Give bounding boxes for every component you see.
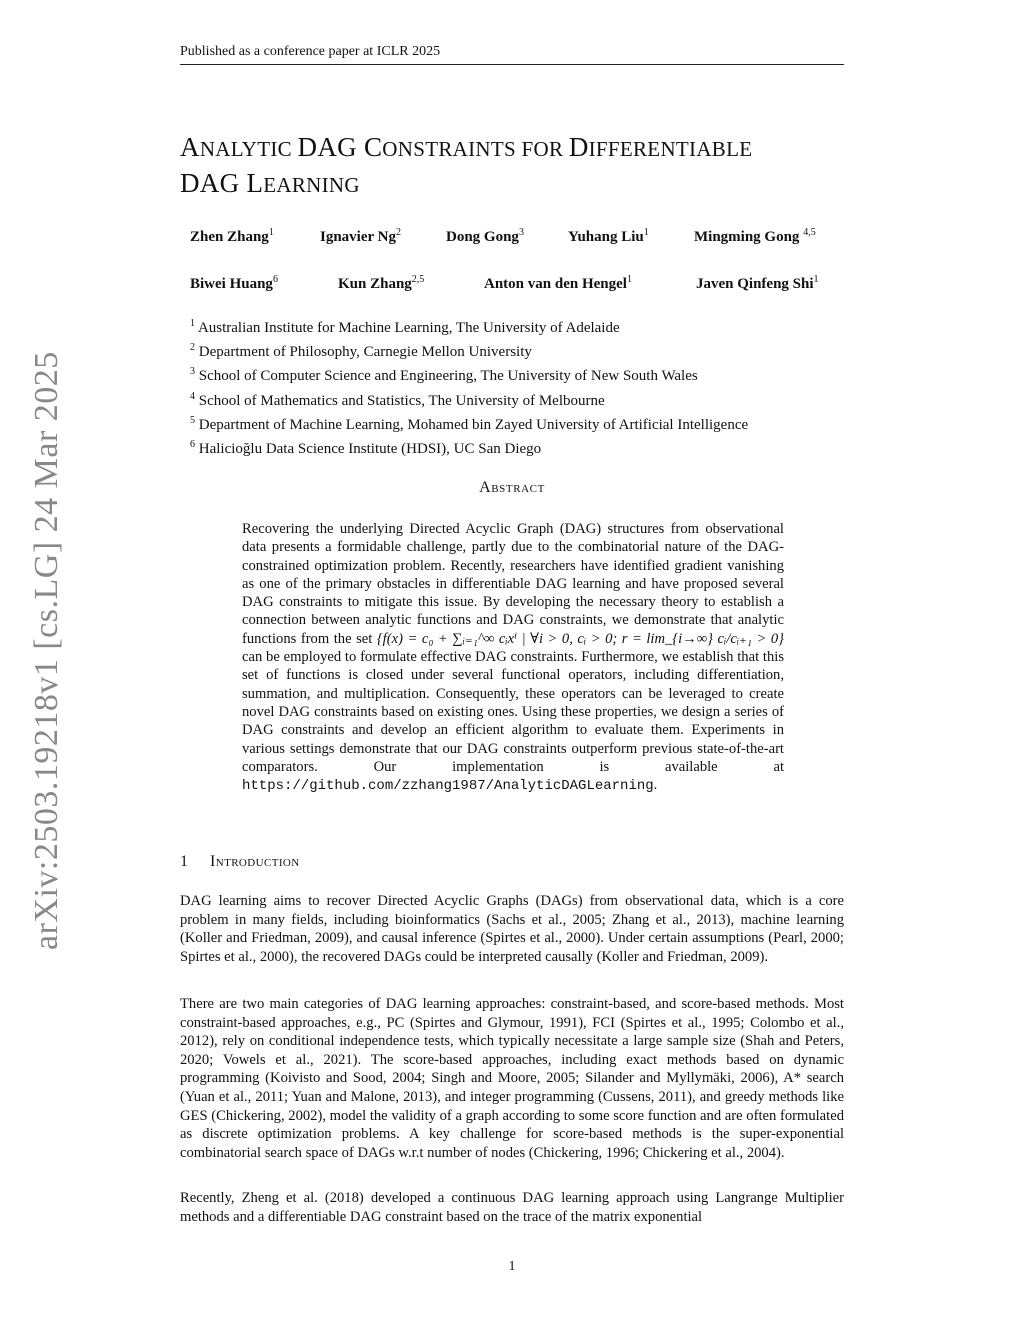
title-part: DAG L [180, 168, 264, 198]
paragraph: Recently, Zheng et al. (2018) developed a continuous DAG learning approach using Langrange Multiplier methods and a differentiable DAG constraint based on the trace of the matrix exponential [180, 1190, 844, 1225]
author: Zhen Zhang$^1$ [190, 227, 274, 245]
abstract-heading: Abstract [479, 479, 545, 496]
affiliation-item: $^6$ Halicioğlu Data Science Institute (HDSI), UC San Diego [190, 439, 542, 458]
title-part: A [180, 132, 200, 162]
affiliation-item: $^1$ Australian Institute for Machine Learning, The University of Adelaide [190, 318, 620, 336]
abstract-body: Recovering the underlying Directed Acyclic Graph (DAG) structures from observational data presents a formidable challenge, partly due to the combinatorial nature of the DAG-constrained optimization problem. Recently, researchers have identified gradient vanishing as one of the primary obstacles in differentiable DAG learning and have proposed several DAG constraints to mitigate this issue. By developing the necessary theory to establish a connection between analytic functions and DAG constraints, we demonstrate that analytic functions from the set {f(x) = c₀ + ∑ᵢ₌₁^∞ cᵢxⁱ | ∀i > 0, cᵢ > 0; r = lim_{i→∞} cᵢ/cᵢ₊₁ > 0} can be employed to formulate effective DAG constraints. Furthermore, we establish that this set of functions is closed under several functional operators, including differentiation, summation, and multiplication. Consequently, these operators can be leveraged to create novel DAG constraints based on existing ones. Using these properties, we design a series of DAG constraints and develop an efficient algorithm to evaluate them. Experiments in various settings demonstrate that our DAG constraints outperform previous state-of-the-art comparators. Our implementation is available at https://github.com/zzhang1987/AnalyticDAGLearning. [242, 521, 784, 795]
running-header: Published as a conference paper at ICLR 2025 [180, 44, 844, 65]
title-part: ONSTRAINTS FOR [382, 137, 569, 161]
affiliations [190, 314, 850, 459]
title-part: EARNING [263, 173, 360, 197]
author: Yuhang Liu$^1$ [568, 227, 649, 245]
affiliation-item: $^4$ School of Mathematics and Statistics, The University of Melbourne [190, 390, 605, 409]
title-part: DAG C [297, 132, 383, 162]
title-part: NALYTIC [199, 137, 298, 161]
section-number: 1 [180, 853, 189, 870]
arxiv-stamp [22, 350, 72, 950]
paragraph: DAG learning aims to recover Directed Acyclic Graphs (DAGs) from observational data, which is a core problem in many fields, including bioinformatics (Sachs et al., 2005; Zhang et al., 2013), machine learning (Koller and Friedman, 2009), and causal inference (Spirtes et al., 2000). Under certain assumptions (Pearl, 2000; Spirtes et al., 2000), the recovered DAGs could be interpreted causally (Koller and Friedman, 2009). [180, 893, 844, 965]
title-part: IFFERENTIABLE [588, 137, 753, 161]
author: Mingming Gong $^{4,5}$ [694, 227, 816, 245]
page-number: 1 [508, 1259, 516, 1274]
title-line-1 [180, 130, 850, 166]
title-line-2 [180, 166, 850, 202]
code-link[interactable]: https://github.com/zzhang1987/AnalyticDAGLearning [242, 778, 654, 795]
author: Dong Gong$^3$ [446, 227, 524, 245]
affiliation-item: $^5$ Department of Machine Learning, Mohamed bin Zayed University of Artificial Intelligence [190, 414, 749, 433]
author: Kun Zhang$^{2,5}$ [338, 274, 425, 292]
author: Javen Qinfeng Shi$^1$ [696, 274, 819, 292]
title-part: D [568, 132, 589, 162]
section-heading [180, 853, 300, 871]
arxiv-stamp-text: arXiv:2503.19218v1 [cs.LG] 24 Mar 2025 [28, 351, 65, 950]
abstract-text: can be employed to formulate effective DAG constraints. Furthermore, we establish that this set of functions is closed under several functional operators, including differentiation, summation, and multiplication. Consequently, these operators can be leveraged to create novel DAG constraints based on existing ones. Using these properties, we design a series of DAG constraints and develop an efficient algorithm to evaluate them. Experiments in various settings demonstrate that our DAG constraints outperform previous state-of-the-art comparators. Our implementation is available at [242, 649, 784, 775]
section-title: Introduction [210, 853, 300, 870]
affiliation-item: $^2$ Department of Philosophy, Carnegie Mellon University [190, 342, 532, 361]
author: Biwei Huang$^6$ [190, 274, 278, 292]
author: Anton van den Hengel$^1$ [484, 274, 632, 292]
paper-title [180, 130, 850, 202]
paragraph: There are two main categories of DAG learning approaches: constraint-based, and score-based methods. Most constraint-based approaches, e.g., PC (Spirtes and Glymour, 1991), FCI (Spirtes et al., 1995; Colombo et al., 2012), rely on conditional independence tests, which typically necessitate a large sample size (Shah and Peters, 2020; Vowels et al., 2021). The score-based approaches, including exact methods based on dynamic programming (Koivisto and Sood, 2004; Singh and Moore, 2005; Silander and Myllymäki, 2006), A* search (Yuan et al., 2011; Yuan and Malone, 2013), and integer programming (Cussens, 2011), and greedy methods like GES (Chickering, 2002), model the validity of a graph according to some score function and are often formulated as discrete optimization problems. A key challenge for score-based methods is the super-exponential combinatorial search space of DAGs w.r.t number of nodes (Chickering, 1996; Chickering et al., 2004). [180, 996, 844, 1161]
author: Ignavier Ng$^2$ [320, 227, 401, 245]
affiliation-item: $^3$ School of Computer Science and Engineering, The University of New South Wales [190, 366, 698, 385]
abstract-text: Recovering the underlying Directed Acyclic Graph (DAG) structures from observational data presents a formidable challenge, partly due to the combinatorial nature of the DAG-constrained optimization problem. Recently, researchers have identified gradient vanishing as one of the primary obstacles in differentiable DAG learning and have proposed several DAG constraints to mitigate this issue. By developing the necessary theory to establish a connection between analytic functions and DAG constraints, we demonstrate that analytic functions from the set [242, 521, 784, 647]
abstract-math-set: {f(x) = c₀ + ∑ᵢ₌₁^∞ cᵢxⁱ | ∀i > 0, cᵢ > 0; r = lim_{i→∞} cᵢ/cᵢ₊₁ > 0} [376, 630, 784, 647]
